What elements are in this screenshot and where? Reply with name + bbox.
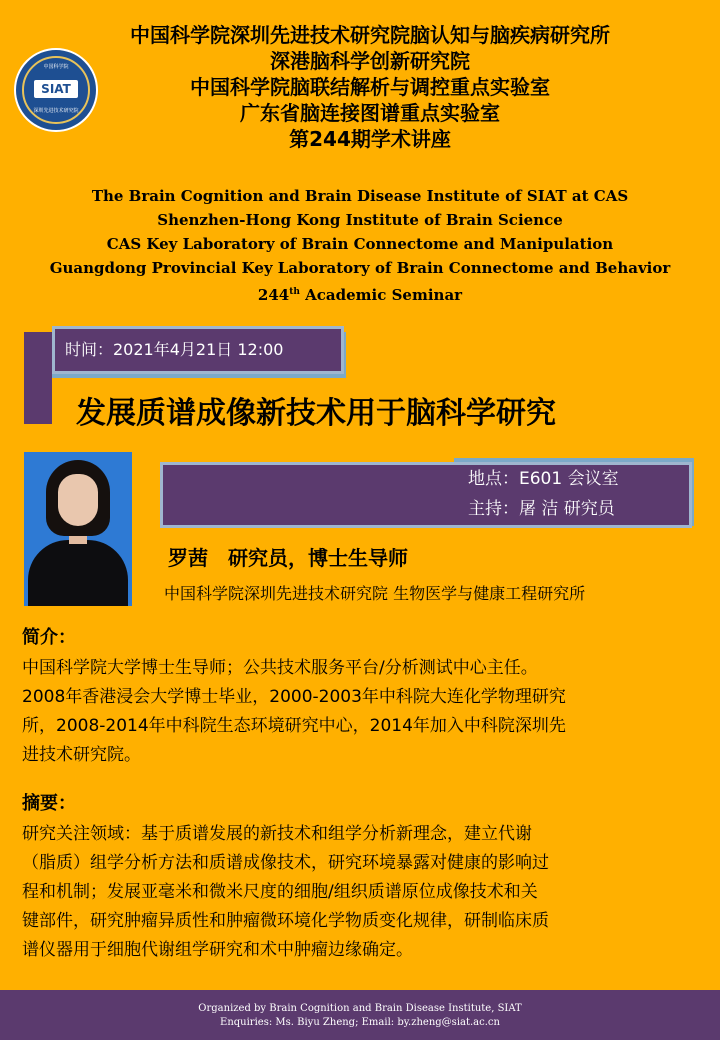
seminar-number: 244 bbox=[257, 286, 290, 304]
time-box: 时间：2021年4月21日 12:00 bbox=[52, 326, 344, 374]
abstract-line: 研究关注领域：基于质谱发展的新技术和组学分析新理念，建立代谢 bbox=[22, 824, 532, 844]
intro-text bbox=[22, 654, 702, 770]
lecture-title: 发展质谱成像新技术用于脑科学研究 bbox=[76, 396, 556, 431]
intro-line: 2008年香港浸会大学博士毕业，2000-2003年中科院大连化学物理研究 bbox=[22, 687, 566, 707]
abstract-line: 程和机制；发展亚毫米和微米尺度的细胞/组织质谱原位成像技术和关 bbox=[22, 882, 538, 902]
seminar-label: Academic Seminar bbox=[299, 286, 463, 304]
footer bbox=[0, 990, 720, 1040]
speaker-affiliation: 中国科学院深圳先进技术研究院 生物医学与健康工程研究所 bbox=[164, 584, 586, 603]
en-header-line: Shenzhen-Hong Kong Institute of Brain Science bbox=[157, 211, 563, 229]
info-lines bbox=[468, 464, 619, 524]
en-header-line: CAS Key Laboratory of Brain Connectome and Manipulation bbox=[106, 235, 614, 253]
en-header-line: Guangdong Provincial Key Laboratory of Brain Connectome and Behavior bbox=[49, 259, 671, 277]
speaker-photo bbox=[24, 452, 132, 606]
en-seminar-line bbox=[0, 280, 720, 307]
cn-header-line: 中国科学院脑联结解析与调控重点实验室 bbox=[190, 75, 550, 99]
host-text: 主持：屠 洁 研究员 bbox=[468, 499, 615, 519]
speaker-name: 罗茜 研究员，博士生导师 bbox=[168, 546, 408, 570]
abstract-heading: 摘要： bbox=[22, 793, 76, 814]
footer-enquiries: Enquiries: Ms. Biyu Zheng; Email: by.zheng@siat.ac.cn bbox=[220, 1017, 500, 1028]
logo-bottom-text: 深圳先进技术研究院 bbox=[33, 108, 79, 114]
abstract-line: 谱仪器用于细胞代谢组学研究和术中肿瘤边缘确定。 bbox=[22, 940, 413, 960]
abstract-text bbox=[22, 820, 702, 965]
chinese-header bbox=[0, 22, 720, 152]
seminar-ordinal: th bbox=[289, 287, 300, 297]
intro-line: 所，2008-2014年中科院生态环境研究中心，2014年加入中科院深圳先 bbox=[22, 716, 566, 736]
english-header bbox=[0, 184, 720, 307]
intro-heading: 简介： bbox=[22, 627, 76, 648]
cn-header-line: 广东省脑连接图谱重点实验室 bbox=[240, 101, 500, 125]
logo-top-text: 中国科学院 bbox=[43, 64, 69, 70]
intro-line: 进技术研究院。 bbox=[22, 745, 141, 765]
logo-siat-text: SIAT bbox=[34, 80, 78, 98]
cn-header-line: 中国科学院深圳先进技术研究院脑认知与脑疾病研究所 bbox=[130, 23, 610, 47]
cn-header-line: 深港脑科学创新研究院 bbox=[270, 49, 470, 73]
footer-organized: Organized by Brain Cognition and Brain Disease Institute, SIAT bbox=[198, 1003, 522, 1014]
abstract-line: （脂质）组学分析方法和质谱成像技术，研究环境暴露对健康的影响过 bbox=[22, 853, 549, 873]
location-text: 地点：E601 会议室 bbox=[468, 469, 619, 489]
left-accent-bar bbox=[24, 332, 52, 424]
en-header-line: The Brain Cognition and Brain Disease Institute of SIAT at CAS bbox=[91, 187, 629, 205]
abstract-line: 键部件，研究肿瘤异质性和肿瘤微环境化学物质变化规律，研制临床质 bbox=[22, 911, 549, 931]
cn-header-line: 第244期学术讲座 bbox=[289, 127, 451, 151]
intro-line: 中国科学院大学博士生导师；公共技术服务平台/分析测试中心主任。 bbox=[22, 658, 538, 678]
